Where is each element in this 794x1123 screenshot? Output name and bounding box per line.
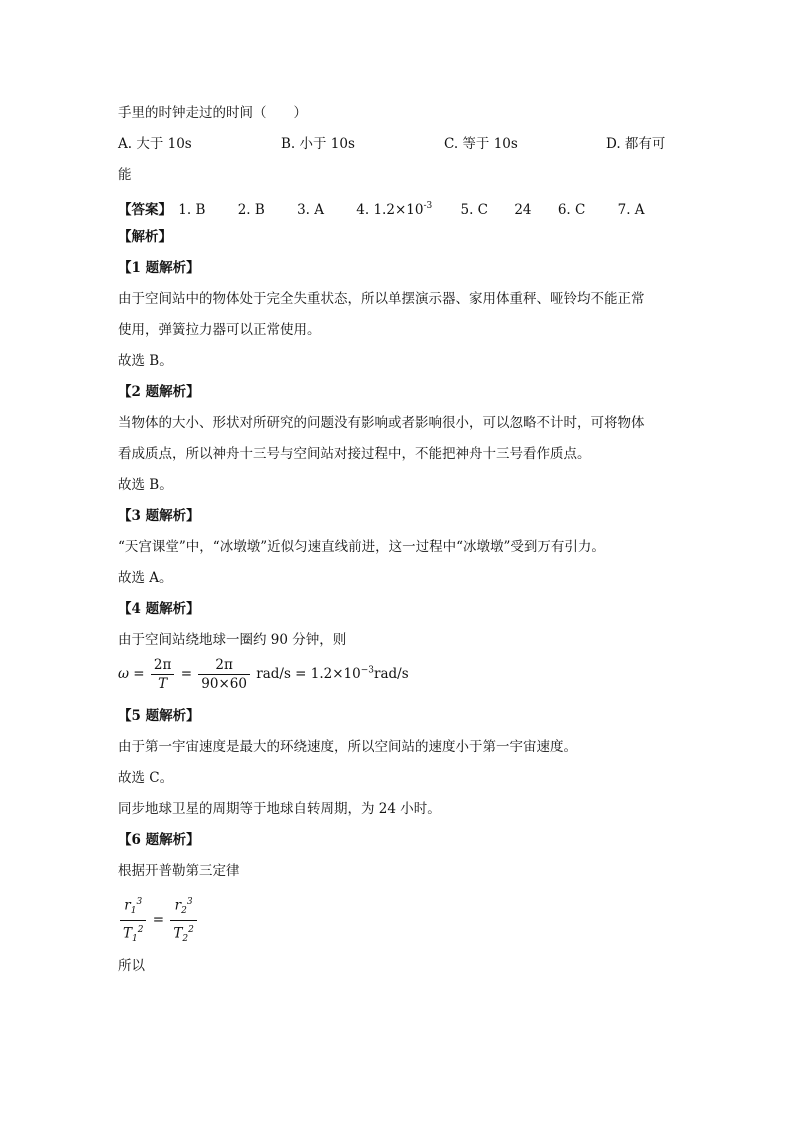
answer-item: 2. B [237, 201, 265, 218]
answer-item: 4. $1.2\times 10^{-3}$ [356, 201, 433, 218]
answer-item: 1. B [178, 201, 206, 218]
section-4-equation: ω = $\frac{2\pi}{T}$ = $\frac{2\pi}{90\times 60}$ $rad/s = 1.2\times 10^{-3}rad/s$ [118, 657, 409, 692]
section-1-conclusion: 故选 B。 [118, 353, 173, 369]
q7-stem-tail: 手里的时钟走过的时间（ ） [118, 105, 307, 121]
section-5-text: 由于第一宇宙速度是最大的环绕速度，所以空间站的速度小于第一宇宙速度。 [118, 739, 577, 755]
answer-item: 3. A [297, 201, 324, 218]
option-d-continued: 能 [118, 167, 132, 183]
section-6-equation: $\frac{r_1^3}{T_1^2}$ = $\frac{r_2^3}{T_2^2}$ [118, 893, 199, 948]
option-b: B. 小于 10s [281, 136, 355, 152]
answer-item: 5. C [460, 201, 489, 218]
section-1-title: 【1 题解析】 [118, 260, 200, 276]
section-3-text: “天宫课堂”中，“冰墩墩”近似匀速直线前进，这一过程中“冰墩墩”受到万有引力。 [118, 539, 605, 555]
section-6-text: 所以 [118, 958, 145, 974]
section-6-text: 根据开普勒第三定律 [118, 863, 240, 879]
option-d: D. 都有可 [606, 136, 666, 152]
answer-row [118, 196, 645, 220]
section-4-text: 由于空间站绕地球一圈约 90 分钟，则 [118, 632, 347, 648]
analysis-title: 【解析】 [118, 229, 172, 245]
answer-label: 【答案】 [118, 201, 172, 218]
answer-item: 7. A [617, 201, 645, 218]
section-5-conclusion: 故选 C。 [118, 770, 174, 786]
section-3-title: 【3 题解析】 [118, 508, 200, 524]
section-2-conclusion: 故选 B。 [118, 477, 173, 493]
section-1-text: 由于空间站中的物体处于完全失重状态，所以单摆演示器、家用体重秤、哑铃均不能正常 [118, 291, 645, 307]
section-2-text: 看成质点，所以神舟十三号与空间站对接过程中，不能把神舟十三号看作质点。 [118, 446, 591, 462]
section-1-text: 使用，弹簧拉力器可以正常使用。 [118, 322, 321, 338]
answer-item: 6. C [557, 201, 586, 218]
section-2-title: 【2 题解析】 [118, 384, 200, 400]
section-5-title: 【5 题解析】 [118, 708, 200, 724]
section-6-title: 【6 题解析】 [118, 832, 200, 848]
section-3-conclusion: 故选 A。 [118, 570, 173, 586]
section-4-title: 【4 题解析】 [118, 601, 200, 617]
option-a: A. 大于 10s [118, 136, 192, 152]
section-5-text: 同步地球卫星的周期等于地球自转周期，为 24 小时。 [118, 801, 441, 817]
answer-item: 24 [514, 201, 532, 218]
option-c: C. 等于 10s [444, 136, 518, 152]
section-2-text: 当物体的大小、形状对所研究的问题没有影响或者影响很小，可以忽略不计时，可将物体 [118, 415, 645, 431]
answer-exponent: -3 [423, 201, 433, 211]
